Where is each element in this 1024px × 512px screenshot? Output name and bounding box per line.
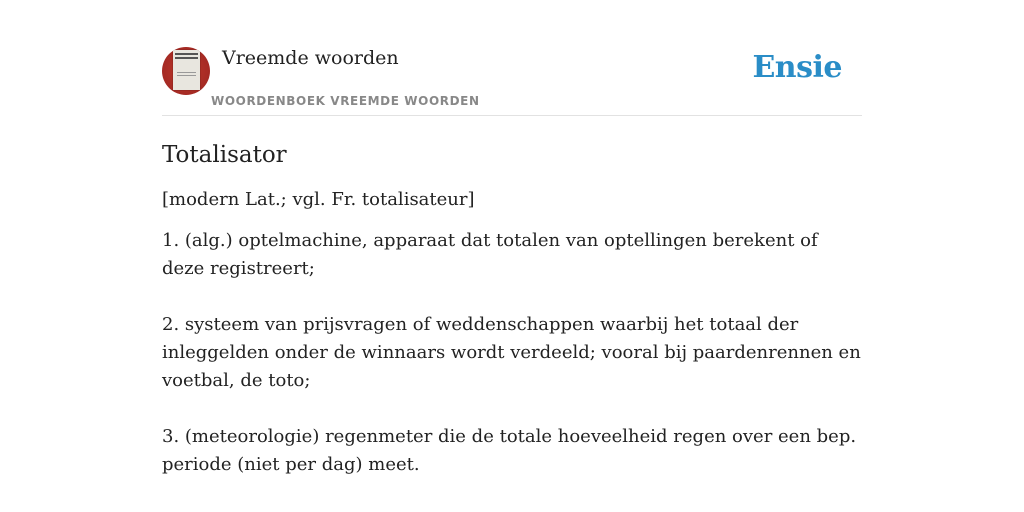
definition-item: 3. (meteorologie) regenmeter die de totale hoeveelheid regen over een bep. periode (niet per dag) meet. bbox=[162, 426, 857, 475]
page-content bbox=[162, 44, 862, 507]
entry-etymology: [modern Lat.; vgl. Fr. totalisateur] bbox=[162, 189, 475, 210]
book-cover-icon[interactable] bbox=[162, 47, 210, 95]
book-cover bbox=[173, 50, 200, 90]
brand-logo[interactable]: Ensie bbox=[752, 50, 842, 85]
entry-title: Totalisator bbox=[162, 142, 287, 168]
site-title[interactable]: Vreemde woorden bbox=[222, 47, 399, 69]
definition-item: 1. (alg.) optelmachine, apparaat dat totalen van optellingen berekent of deze registreert; bbox=[162, 230, 818, 279]
definition-item: 2. systeem van prijsvragen of weddenschappen waarbij het totaal der inleggelden onder de winnaars wordt verdeeld; vooral bij paardenrennen en voetbal, de toto; bbox=[162, 314, 861, 391]
definitions-list bbox=[162, 227, 862, 479]
header bbox=[162, 44, 862, 116]
site-subtitle: WOORDENBOEK VREEMDE WOORDEN bbox=[211, 94, 480, 108]
